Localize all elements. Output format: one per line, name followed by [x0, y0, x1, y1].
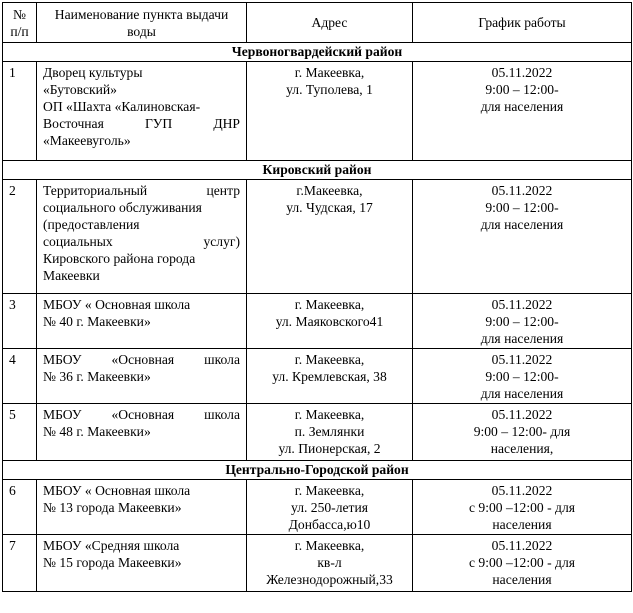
row-number: 4	[3, 349, 37, 404]
header-num: № п/п	[3, 3, 37, 43]
name-line: Кировского района города	[43, 251, 196, 266]
schedule-time: 9:00 – 12:00-	[485, 369, 559, 384]
row-number: 3	[3, 294, 37, 349]
point-name	[37, 404, 247, 461]
address-line: Железнодорожный,33	[266, 572, 393, 587]
name-line: Дворец культуры	[43, 65, 143, 80]
schedule-note: населения,	[490, 441, 554, 456]
table-row	[3, 535, 632, 592]
name-line: Макеевки	[43, 268, 100, 283]
schedule-time: 9:00 – 12:00- для	[473, 424, 571, 439]
name-line: № 48 г. Макеевки»	[43, 424, 151, 439]
name-line: «Бутовский»	[43, 82, 117, 97]
address-line: ул. Кремлевская, 38	[272, 369, 387, 384]
point-name	[37, 480, 247, 535]
name-line: МБОУ « Основная школа	[43, 297, 191, 312]
address-line: Донбасса,ю10	[288, 517, 371, 532]
schedule-cell	[413, 349, 632, 404]
header-schedule: График работы	[413, 3, 632, 43]
schedule-date: 05.11.2022	[491, 65, 553, 80]
name-line: социального обслуживания	[43, 200, 202, 215]
point-name	[37, 62, 247, 161]
district-kirovsky: Кировский район	[3, 161, 632, 180]
name-line: Восточная ГУП ДНР	[43, 116, 240, 131]
schedule-note: для населения	[480, 99, 564, 114]
schedule-note: населения	[492, 517, 552, 532]
name-line: социальных услуг)	[43, 234, 240, 249]
schedule-date: 05.11.2022	[491, 297, 553, 312]
address-cell	[247, 180, 413, 294]
table-row	[3, 404, 632, 461]
address-cell	[247, 349, 413, 404]
schedule-date: 05.11.2022	[491, 183, 553, 198]
address-cell	[247, 294, 413, 349]
row-number: 6	[3, 480, 37, 535]
address-line: п. Землянки	[294, 424, 365, 439]
address-line: г.Макеевка,	[296, 183, 363, 198]
address-line: ул. Туполева, 1	[286, 82, 373, 97]
name-line: Территориальный центр	[43, 183, 240, 198]
address-line: г. Макеевка,	[294, 407, 365, 422]
schedule-cell	[413, 404, 632, 461]
schedule-note: населения	[492, 572, 552, 587]
table-row	[3, 349, 632, 404]
header-name: Наименование пункта выдачи воды	[37, 3, 247, 43]
row-number: 1	[3, 62, 37, 161]
schedule-date: 05.11.2022	[491, 407, 553, 422]
point-name	[37, 349, 247, 404]
district-centralno-gorodskoy: Центрально-Городской район	[3, 461, 632, 480]
name-line: № 13 города Макеевки»	[43, 500, 182, 515]
point-name	[37, 180, 247, 294]
table-header-row	[3, 3, 632, 43]
schedule-note: для населения	[480, 217, 564, 232]
address-line: г. Макеевка,	[294, 352, 365, 367]
table-row	[3, 294, 632, 349]
address-cell	[247, 62, 413, 161]
schedule-time: с 9:00 –12:00 - для	[468, 500, 576, 515]
row-number: 2	[3, 180, 37, 294]
table-row	[3, 180, 632, 294]
table-row	[3, 62, 632, 161]
name-line: МБОУ « Основная школа	[43, 483, 191, 498]
row-number: 5	[3, 404, 37, 461]
district-chervonogvardeysky: Червоногвардейский район	[3, 43, 632, 62]
schedule-time: 9:00 – 12:00-	[485, 200, 559, 215]
schedule-time: 9:00 – 12:00-	[485, 314, 559, 329]
name-line: МБОУ «Основная школа	[43, 352, 240, 367]
schedule-note: для населения	[480, 386, 564, 401]
address-cell	[247, 404, 413, 461]
schedule-date: 05.11.2022	[491, 352, 553, 367]
point-name	[37, 535, 247, 592]
name-line: (предоставления	[43, 217, 140, 232]
address-line: ул. Маяковского41	[275, 314, 384, 329]
name-line: МБОУ «Средняя школа	[43, 538, 180, 553]
address-cell	[247, 480, 413, 535]
schedule-time: с 9:00 –12:00 - для	[468, 555, 576, 570]
schedule-date: 05.11.2022	[491, 483, 553, 498]
district-row	[3, 43, 632, 62]
schedule-note: для населения	[480, 331, 564, 346]
schedule-cell	[413, 294, 632, 349]
address-line: ул. Пионерская, 2	[278, 441, 381, 456]
name-line: МБОУ «Основная школа	[43, 407, 240, 422]
address-line: г. Макеевка,	[294, 483, 365, 498]
name-line: ОП «Шахта «Калиновская-	[43, 99, 201, 114]
district-row	[3, 461, 632, 480]
schedule-cell	[413, 535, 632, 592]
table-row	[3, 480, 632, 535]
header-address: Адрес	[247, 3, 413, 43]
name-line: «Макеевуголь»	[43, 133, 131, 148]
address-line: г. Макеевка,	[294, 65, 365, 80]
address-line: г. Макеевка,	[294, 297, 365, 312]
row-number: 7	[3, 535, 37, 592]
schedule-cell	[413, 62, 632, 161]
name-line: № 15 города Макеевки»	[43, 555, 182, 570]
name-line: № 40 г. Макеевки»	[43, 314, 151, 329]
district-row	[3, 161, 632, 180]
address-cell	[247, 535, 413, 592]
address-line: ул. 250-летия	[291, 500, 368, 515]
address-line: ул. Чудская, 17	[286, 200, 373, 215]
schedule-date: 05.11.2022	[491, 538, 553, 553]
schedule-cell	[413, 180, 632, 294]
point-name	[37, 294, 247, 349]
schedule-time: 9:00 – 12:00-	[485, 82, 559, 97]
address-line: г. Макеевка,	[294, 538, 365, 553]
water-distribution-table	[2, 2, 632, 592]
address-line: кв-л	[317, 555, 342, 570]
schedule-cell	[413, 480, 632, 535]
name-line: № 36 г. Макеевки»	[43, 369, 151, 384]
